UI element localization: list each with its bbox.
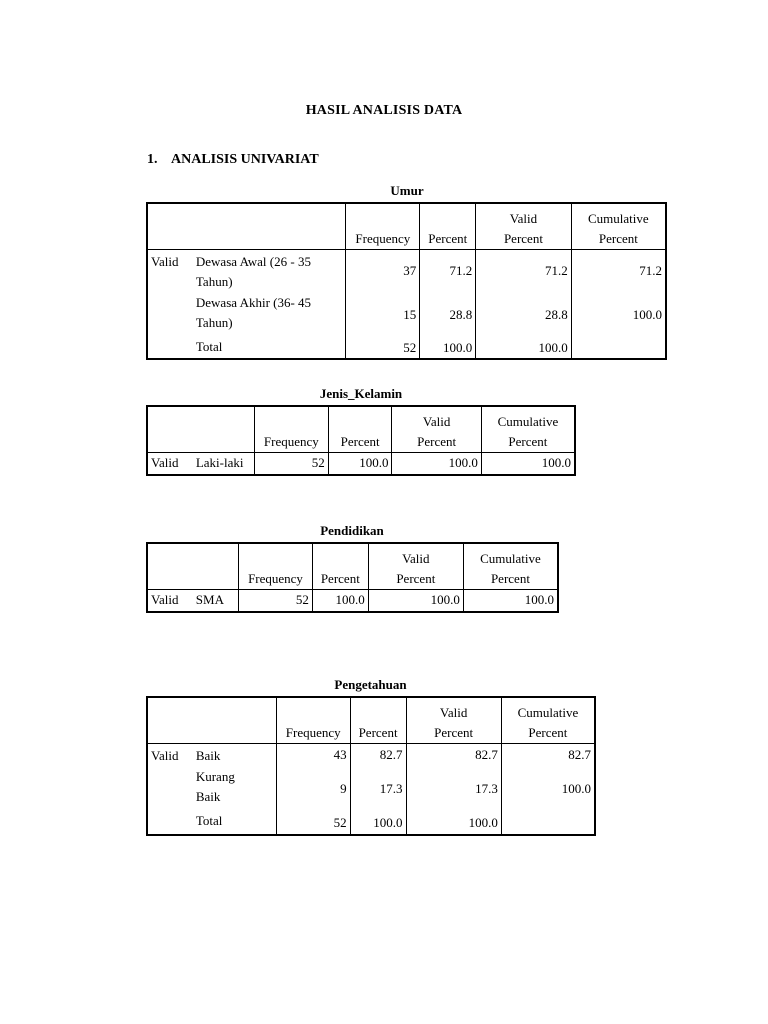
header-percent: Percent xyxy=(312,543,368,589)
cell-valid-percent: 82.7 xyxy=(406,743,501,767)
cell-percent: 100.0 xyxy=(350,811,406,835)
row-label: Dewasa Akhir (36- 45 Tahun) xyxy=(193,293,346,337)
header-valid-percent: Valid Percent xyxy=(476,203,572,249)
table-header-row xyxy=(147,543,558,589)
table-row xyxy=(147,452,575,475)
table-row-total xyxy=(147,811,595,835)
row-group-label: Valid xyxy=(151,591,179,607)
cell-percent: 17.3 xyxy=(350,767,406,811)
cell-percent: 82.7 xyxy=(350,743,406,767)
header-percent: Percent xyxy=(420,203,476,249)
cell-frequency: 43 xyxy=(276,743,350,767)
cell-frequency: 37 xyxy=(346,249,420,293)
cell-frequency: 15 xyxy=(346,293,420,337)
table-header-row xyxy=(147,697,595,743)
row-label: Laki-laki xyxy=(193,452,255,475)
cell-frequency: 52 xyxy=(254,452,328,475)
row-group-label: Valid xyxy=(151,747,179,763)
table-umur xyxy=(146,202,667,360)
row-label: Dewasa Awal (26 - 35 Tahun) xyxy=(193,249,346,293)
header-frequency: Frequency xyxy=(276,697,350,743)
table-row xyxy=(147,589,558,612)
cell-cumulative-percent: 100.0 xyxy=(632,307,662,322)
row-group-label: Valid xyxy=(151,253,179,269)
row-label: Total xyxy=(193,337,346,359)
header-blank xyxy=(147,543,239,589)
cell-percent: 71.2 xyxy=(420,249,476,293)
cell-valid-percent: 17.3 xyxy=(406,767,501,811)
header-valid-percent: Valid Percent xyxy=(406,697,501,743)
table-caption-jenis-kelamin: Jenis_Kelamin xyxy=(319,386,403,401)
cell-frequency: 9 xyxy=(276,767,350,811)
row-group-label: Valid xyxy=(151,454,179,470)
row-label: Total xyxy=(193,811,276,835)
cell-percent: 28.8 xyxy=(420,293,476,337)
cell-valid-percent: 71.2 xyxy=(476,249,572,293)
header-cumulative-percent: Cumulative Percent xyxy=(588,210,649,246)
table-row xyxy=(147,743,595,767)
table-pendidikan xyxy=(146,542,559,613)
table-jenis-kelamin xyxy=(146,405,576,476)
cell-cumulative-percent: 100.0 xyxy=(541,455,571,471)
table-row xyxy=(147,249,666,293)
header-percent: Percent xyxy=(350,697,406,743)
row-label: SMA xyxy=(193,589,239,612)
cell-cumulative-percent xyxy=(501,811,595,835)
header-frequency: Frequency xyxy=(346,203,420,249)
section-heading xyxy=(147,152,319,168)
table-caption-pendidikan: Pendidikan xyxy=(320,523,384,538)
header-percent: Percent xyxy=(328,406,392,452)
table-caption-umur: Umur xyxy=(390,183,424,198)
cell-valid-percent: 100.0 xyxy=(476,337,572,359)
cell-cumulative-percent xyxy=(571,337,666,359)
cell-valid-percent: 100.0 xyxy=(368,589,463,612)
header-valid-percent: Valid Percent xyxy=(392,406,481,452)
row-label: Baik xyxy=(193,743,276,767)
cell-cumulative-percent: 71.2 xyxy=(639,263,662,279)
table-pengetahuan xyxy=(146,696,596,836)
document-title: HASIL ANALISIS DATA xyxy=(305,103,463,118)
table-row xyxy=(147,293,666,337)
header-blank xyxy=(147,697,276,743)
cell-percent: 100.0 xyxy=(312,589,368,612)
header-frequency: Frequency xyxy=(254,406,328,452)
cell-valid-percent: 28.8 xyxy=(476,293,572,337)
cell-cumulative-percent: 100.0 xyxy=(561,781,591,796)
header-frequency: Frequency xyxy=(239,543,313,589)
cell-frequency: 52 xyxy=(239,589,313,612)
table-row xyxy=(147,767,595,811)
header-cumulative-percent: Cumulative Percent xyxy=(517,704,579,740)
header-valid-percent: Valid Percent xyxy=(368,543,463,589)
row-label: Kurang Baik xyxy=(193,767,276,811)
section-label: ANALISIS UNIVARIAT xyxy=(171,152,319,167)
cell-percent: 100.0 xyxy=(420,337,476,359)
cell-cumulative-percent: 100.0 xyxy=(524,592,554,608)
cell-cumulative-percent: 82.7 xyxy=(568,747,591,763)
header-cumulative-percent: Cumulative Percent xyxy=(480,550,541,586)
header-cumulative-percent: Cumulative Percent xyxy=(497,413,559,449)
cell-frequency: 52 xyxy=(276,811,350,835)
header-blank xyxy=(147,203,346,249)
table-caption-pengetahuan: Pengetahuan xyxy=(334,677,407,692)
table-header-row xyxy=(147,203,666,249)
header-blank xyxy=(147,406,254,452)
section-number: 1. xyxy=(147,152,158,167)
cell-frequency: 52 xyxy=(346,337,420,359)
cell-valid-percent: 100.0 xyxy=(392,452,481,475)
cell-valid-percent: 100.0 xyxy=(406,811,501,835)
table-row-total xyxy=(147,337,666,359)
cell-percent: 100.0 xyxy=(328,452,392,475)
table-header-row xyxy=(147,406,575,452)
